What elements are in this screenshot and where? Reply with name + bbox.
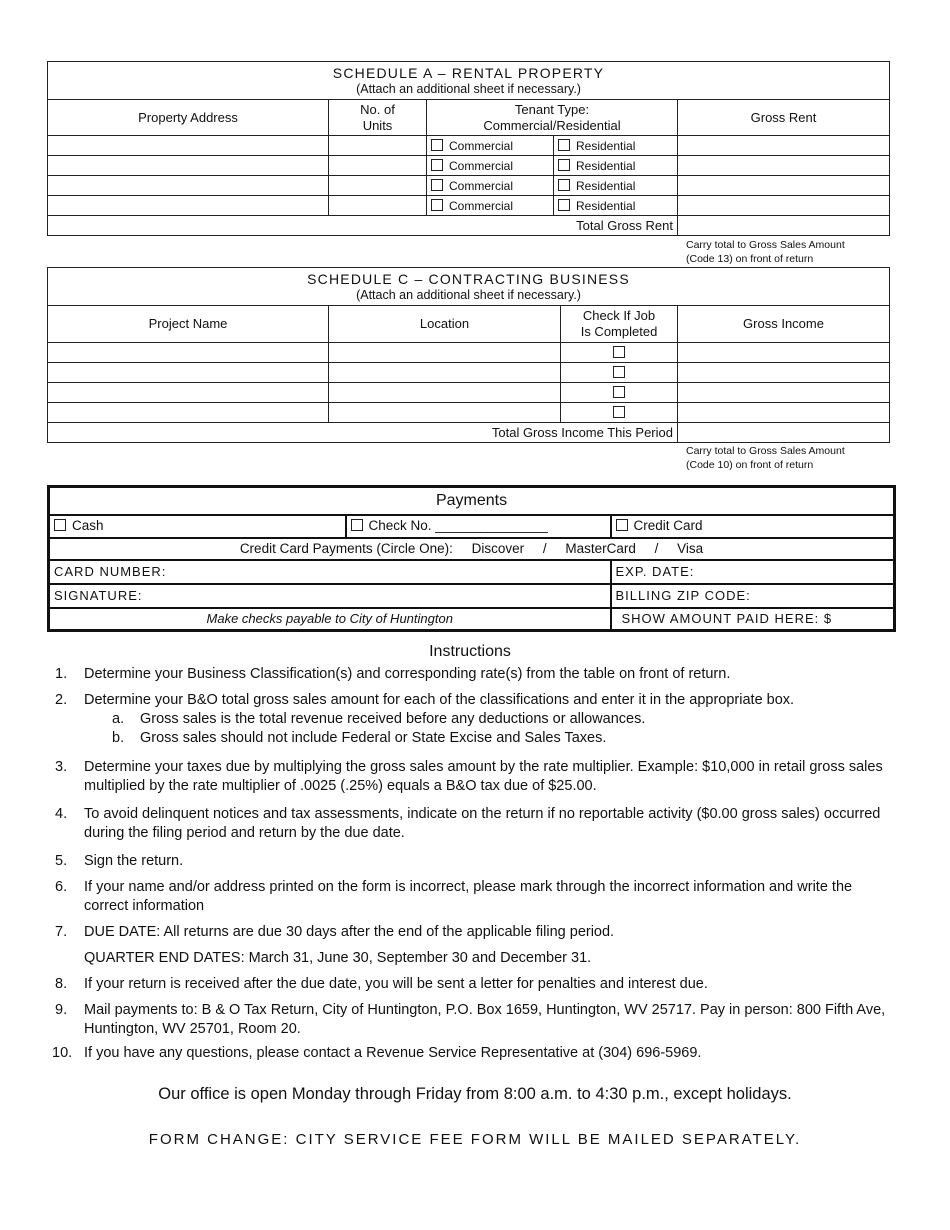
gross-income-field[interactable] bbox=[678, 403, 890, 423]
list-item: 1. Determine your Business Classification(s) and corresponding rate(s) from the table on front of return. bbox=[55, 666, 731, 682]
table-row bbox=[48, 363, 890, 383]
completed-checkbox[interactable] bbox=[561, 343, 678, 363]
location-field[interactable] bbox=[329, 403, 561, 423]
units-field[interactable] bbox=[329, 156, 427, 176]
checkbox-icon bbox=[558, 139, 570, 151]
commercial-checkbox[interactable]: Commercial bbox=[427, 176, 554, 196]
address-field[interactable] bbox=[48, 176, 329, 196]
list-item: 2. Determine your B&O total gross sales amount for each of the classifications and enter it in the appropriate box. bbox=[55, 692, 795, 708]
residential-checkbox[interactable]: Residential bbox=[554, 196, 678, 216]
checkbox-icon bbox=[558, 159, 570, 171]
residential-checkbox[interactable]: Residential bbox=[554, 136, 678, 156]
commercial-checkbox[interactable]: Commercial bbox=[427, 136, 554, 156]
list-item: 9. Mail payments to: B & O Tax Return, City of Huntington, P.O. Box 1659, Huntington, WV 25717. Pay in person: 800 Fifth Ave, Huntington, WV 25701, Room 20. bbox=[55, 1002, 886, 1037]
table-row bbox=[48, 343, 890, 363]
list-item: QUARTER END DATES: March 31, June 30, September 30 and December 31. bbox=[84, 950, 592, 966]
checkbox-icon bbox=[613, 366, 625, 378]
check-checkbox[interactable]: Check No. _______________ bbox=[346, 515, 611, 538]
header-units: No. of Units bbox=[329, 100, 427, 136]
total-gross-rent-label: Total Gross Rent bbox=[48, 216, 678, 236]
schedule-a-title: SCHEDULE A – RENTAL PROPERTY (Attach an additional sheet if necessary.) bbox=[48, 62, 890, 100]
payable-note: Make checks payable to City of Huntington bbox=[49, 608, 611, 631]
table-row bbox=[48, 176, 890, 196]
form-change-notice: FORM CHANGE: CITY SERVICE FEE FORM WILL BE MAILED SEPARATELY. bbox=[148, 1131, 802, 1148]
project-field[interactable] bbox=[48, 343, 329, 363]
exp-date-field[interactable]: EXP. DATE: bbox=[611, 560, 895, 584]
schedule-a-note: Carry total to Gross Sales Amount (Code 13) on front of return bbox=[686, 239, 845, 265]
completed-checkbox[interactable] bbox=[561, 383, 678, 403]
header-address: Property Address bbox=[48, 100, 329, 136]
checkbox-icon bbox=[431, 139, 443, 151]
header-location: Location bbox=[329, 306, 561, 343]
completed-checkbox[interactable] bbox=[561, 403, 678, 423]
list-subitem: a. Gross sales is the total revenue received before any deductions or allowances. bbox=[112, 711, 646, 727]
checkbox-icon bbox=[613, 406, 625, 418]
header-gross-rent: Gross Rent bbox=[678, 100, 890, 136]
instructions-title: Instructions bbox=[429, 643, 511, 660]
checkbox-icon bbox=[613, 346, 625, 358]
checkbox-icon bbox=[616, 519, 628, 531]
completed-checkbox[interactable] bbox=[561, 363, 678, 383]
commercial-checkbox[interactable]: Commercial bbox=[427, 156, 554, 176]
checkbox-icon bbox=[431, 159, 443, 171]
location-field[interactable] bbox=[329, 363, 561, 383]
checkbox-icon bbox=[431, 199, 443, 211]
list-item: 10. If you have any questions, please contact a Revenue Service Representative at (304) 696-5969. bbox=[52, 1045, 702, 1061]
list-item: 7. DUE DATE: All returns are due 30 days after the end of the applicable filing period. bbox=[55, 924, 615, 940]
credit-card-checkbox[interactable]: Credit Card bbox=[611, 515, 895, 538]
checkbox-icon bbox=[558, 199, 570, 211]
project-field[interactable] bbox=[48, 403, 329, 423]
address-field[interactable] bbox=[48, 196, 329, 216]
address-field[interactable] bbox=[48, 136, 329, 156]
list-item: 6. If your name and/or address printed on the form is incorrect, please mark through the incorrect information and write the correct information bbox=[55, 879, 853, 914]
table-row bbox=[48, 156, 890, 176]
table-row bbox=[48, 403, 890, 423]
checkbox-icon bbox=[54, 519, 66, 531]
gross-income-field[interactable] bbox=[678, 383, 890, 403]
cash-checkbox[interactable]: Cash bbox=[49, 515, 346, 538]
project-field[interactable] bbox=[48, 363, 329, 383]
table-row bbox=[48, 136, 890, 156]
checkbox-icon bbox=[613, 386, 625, 398]
gross-rent-field[interactable] bbox=[678, 176, 890, 196]
total-gross-rent-field[interactable] bbox=[678, 216, 890, 236]
list-item: 4. To avoid delinquent notices and tax assessments, indicate on the return if no reportable activity ($0.00 gross sales) occurred during the filing period and return by the due date. bbox=[55, 806, 881, 841]
header-gross-income: Gross Income bbox=[678, 306, 890, 343]
card-type-selector[interactable]: Credit Card Payments (Circle One): Discover / MasterCard / Visa bbox=[49, 538, 895, 560]
schedule-c-title: SCHEDULE C – CONTRACTING BUSINESS (Attach an additional sheet if necessary.) bbox=[48, 268, 890, 306]
table-row bbox=[48, 196, 890, 216]
payments-title: Payments bbox=[49, 487, 895, 515]
units-field[interactable] bbox=[329, 136, 427, 156]
checkbox-icon bbox=[351, 519, 363, 531]
card-number-field[interactable]: CARD NUMBER: bbox=[49, 560, 611, 584]
table-row bbox=[48, 383, 890, 403]
residential-checkbox[interactable]: Residential bbox=[554, 176, 678, 196]
schedule-c-table bbox=[47, 267, 890, 443]
header-completed: Check If Job Is Completed bbox=[561, 306, 678, 343]
list-item: 3. Determine your taxes due by multiplying the gross sales amount by the rate multiplier. Example: $10,000 in retail gross sales multiplied by the rate multiplier of .0025 (.25%) equals a B&O tax due of $25.00. bbox=[55, 759, 883, 794]
gross-rent-field[interactable] bbox=[678, 156, 890, 176]
checkbox-icon bbox=[431, 179, 443, 191]
total-gross-income-field[interactable] bbox=[678, 423, 890, 443]
units-field[interactable] bbox=[329, 196, 427, 216]
location-field[interactable] bbox=[329, 343, 561, 363]
residential-checkbox[interactable]: Residential bbox=[554, 156, 678, 176]
list-item: 8. If your return is received after the due date, you will be sent a letter for penalties and interest due. bbox=[55, 976, 708, 992]
payments-table bbox=[47, 485, 896, 632]
list-subitem: b. Gross sales should not include Federal or State Excise and Sales Taxes. bbox=[112, 730, 607, 746]
gross-rent-field[interactable] bbox=[678, 196, 890, 216]
schedule-c-note: Carry total to Gross Sales Amount (Code 10) on front of return bbox=[686, 445, 845, 471]
project-field[interactable] bbox=[48, 383, 329, 403]
location-field[interactable] bbox=[329, 383, 561, 403]
amount-paid-field[interactable]: SHOW AMOUNT PAID HERE: $ bbox=[611, 608, 895, 631]
gross-rent-field[interactable] bbox=[678, 136, 890, 156]
header-project: Project Name bbox=[48, 306, 329, 343]
commercial-checkbox[interactable]: Commercial bbox=[427, 196, 554, 216]
address-field[interactable] bbox=[48, 156, 329, 176]
signature-field[interactable]: SIGNATURE: bbox=[49, 584, 611, 608]
list-item: 5. Sign the return. bbox=[55, 853, 184, 869]
billing-zip-field[interactable]: BILLING ZIP CODE: bbox=[611, 584, 895, 608]
schedule-a-table bbox=[47, 61, 890, 236]
office-hours: Our office is open Monday through Friday from 8:00 a.m. to 4:30 p.m., except holidays. bbox=[158, 1085, 792, 1103]
total-gross-income-label: Total Gross Income This Period bbox=[48, 423, 678, 443]
checkbox-icon bbox=[558, 179, 570, 191]
units-field[interactable] bbox=[329, 176, 427, 196]
gross-income-field[interactable] bbox=[678, 363, 890, 383]
gross-income-field[interactable] bbox=[678, 343, 890, 363]
header-tenant-type: Tenant Type: Commercial/Residential bbox=[427, 100, 678, 136]
